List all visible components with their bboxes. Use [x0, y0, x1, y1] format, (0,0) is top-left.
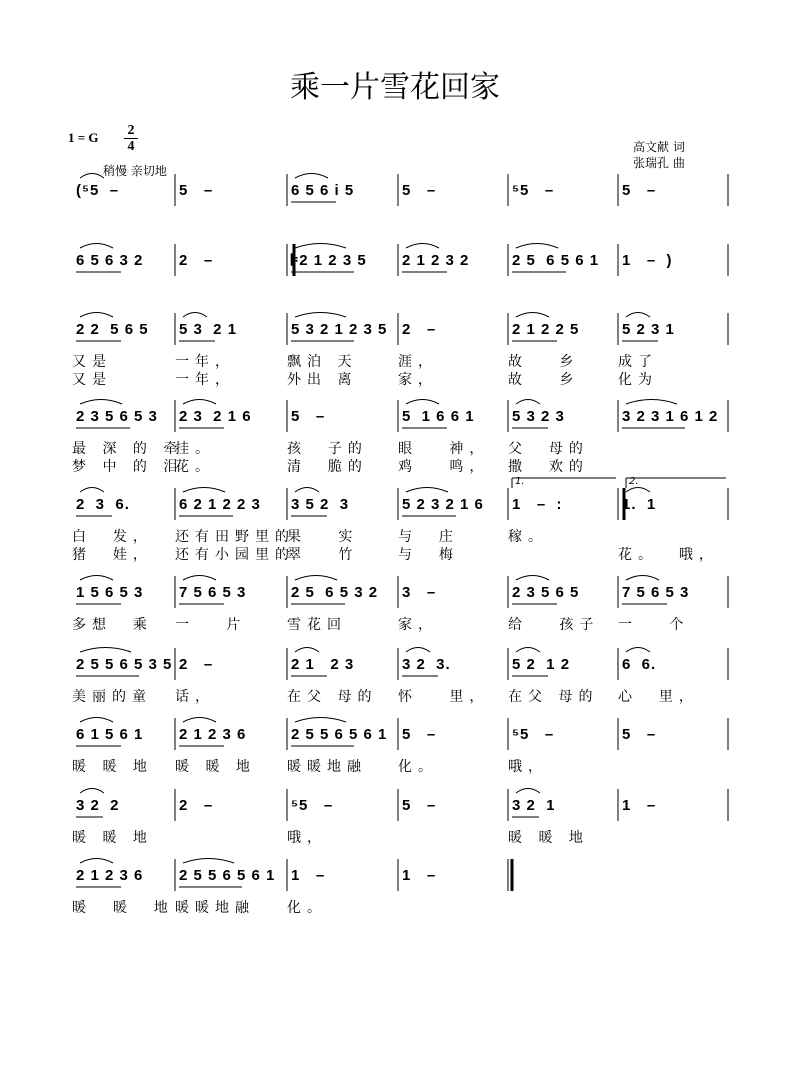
lyric-line-1: 飘泊 天 [287, 354, 358, 370]
lyric-line-1: 暖 暖 地 [72, 759, 153, 775]
measure-notes: ⁵5 – [512, 182, 555, 199]
measure-notes: 5 – [402, 797, 437, 814]
measure-notes: 6 1 5 6 1 [76, 726, 144, 743]
slur [183, 313, 207, 318]
lyric-line-2: 化为 [618, 372, 658, 388]
measure-notes: 2 3 6. [76, 496, 130, 513]
measure-notes: 5 – [402, 182, 437, 199]
lyric-line-2: 故 乡 [508, 372, 580, 388]
lyric-line-1: 多想 乘 [72, 617, 153, 633]
measure-notes: 5 2 3 1 [622, 321, 675, 338]
lyric-line-1: 心 里， [618, 689, 699, 705]
measure-notes: 2 1 2 2 5 [512, 321, 580, 338]
measure-notes: 6 6. [622, 656, 657, 673]
lyric-line-1: 在父 母的 [508, 689, 599, 705]
lyric-line-1: 哦， [508, 759, 548, 775]
lyric-line-1: 又是 [72, 354, 112, 370]
slur [295, 718, 346, 723]
slur [295, 313, 346, 318]
lyric-line-1: 家， [398, 617, 438, 633]
measure-notes: 5 3 2 1 [179, 321, 238, 338]
lyric-line-2: 家， [398, 372, 438, 388]
lyric-line-1: 雪花回 [287, 617, 347, 633]
slur [80, 400, 122, 405]
meter-bottom: 4 [127, 139, 135, 154]
lyric-line-1: 暖 暖 地 [508, 830, 589, 846]
meter-top: 2 [127, 123, 135, 138]
lyric-line-1: 孩 子的 [287, 441, 368, 457]
lyric-line-1: 话， [175, 689, 215, 705]
lyric-line-1: 暖 暖 地 [72, 900, 174, 916]
measure-notes: 3 2 1 [512, 797, 556, 814]
slur [626, 648, 650, 653]
lyric-line-2: 撒 欢的 [508, 459, 589, 475]
lyric-line-2: 清 脆的 [287, 459, 368, 475]
measure-notes: 6 2 1 2 2 3 [179, 496, 261, 513]
slur [183, 859, 234, 864]
measure-notes: ⁵5 – [512, 726, 555, 743]
key-signature: 1 = G [68, 130, 99, 145]
slur [406, 400, 439, 405]
slur [516, 244, 558, 249]
lyric-line-2: 与 梅 [398, 547, 459, 563]
measure-notes: 2 5 5 6 5 6 1 [291, 726, 388, 743]
measure-notes: 1 – : [512, 496, 563, 513]
slur [516, 400, 540, 405]
slur [183, 488, 225, 493]
measure-notes: 2 1 2 3 2 [402, 252, 470, 269]
slur [295, 244, 346, 249]
slur [516, 789, 540, 794]
composer-credit: 张瑞孔 曲 [633, 156, 685, 170]
lyric-line-1: 化。 [398, 759, 438, 775]
volta-ending-label: 2. [629, 476, 639, 487]
slur [183, 576, 216, 581]
lyric-line-1: 给 孩子 [508, 617, 600, 633]
lyric-line-2: 猪 娃， [72, 547, 153, 563]
lyric-line-1: 暖暖地融 [287, 759, 367, 775]
lyric-line-1: 挂。 [175, 441, 215, 457]
slur [406, 244, 439, 249]
lyric-line-2: 又是 [72, 372, 112, 388]
slur [406, 648, 430, 653]
measure-notes: 2 3 5 6 5 3 [76, 408, 158, 425]
slur [295, 488, 319, 493]
slur [626, 576, 659, 581]
slur [626, 488, 650, 493]
measure-notes: 5 2 1 2 [512, 656, 571, 673]
measure-notes: 5 3 2 3 [512, 408, 565, 425]
song-title: 乘一片雪花回家 [290, 70, 500, 105]
measure-notes: 3 2 2 [76, 797, 120, 814]
slur [626, 313, 650, 318]
lyric-line-1: 最 深 的 牵 [72, 441, 184, 457]
lyric-line-2: 翠 竹 [287, 547, 359, 563]
slur [626, 400, 677, 405]
volta-ending-label: 1. [515, 476, 525, 487]
lyric-line-1: 还有田野里的 [175, 529, 295, 545]
measure-notes: 2 3 5 6 5 [512, 584, 580, 601]
measure-notes: 2 – [179, 656, 214, 673]
measure-notes: 3 2 3 1 6 1 2 [622, 408, 719, 425]
slur [80, 789, 104, 794]
measure-notes: 6 5 6 i 5 [291, 182, 355, 199]
lyric-line-1: 一 个 [618, 617, 690, 633]
slur [80, 718, 113, 723]
measure-notes: 5 – [622, 182, 657, 199]
measure-notes: 2 5 6 5 6 1 [512, 252, 600, 269]
measure-notes: 2 – [402, 321, 437, 338]
slur [295, 648, 319, 653]
slur [516, 313, 549, 318]
lyric-line-1: 涯， [398, 354, 438, 370]
lyric-line-1: 暖 暖 地 [175, 759, 256, 775]
measure-notes: 7 5 6 5 3 [622, 584, 690, 601]
lyric-line-1: 哦， [287, 830, 327, 846]
slur [80, 576, 113, 581]
measure-notes: 5 3 2 1 2 3 5 [291, 321, 388, 338]
measure-notes: 5 – [622, 726, 657, 743]
slur [80, 313, 113, 318]
lyric-line-1: 眼 神， [398, 441, 490, 457]
measure-notes: 2 2 5 6 5 [76, 321, 149, 338]
measure-notes: 2 – [179, 252, 214, 269]
measure-notes: 3 5 2 3 [291, 496, 350, 513]
slur [516, 576, 549, 581]
measure-notes: 7 5 6 5 3 [179, 584, 247, 601]
measure-notes: 3 – [402, 584, 437, 601]
slur [183, 400, 216, 405]
slur [406, 488, 448, 493]
measure-notes: 5 1 6 6 1 [402, 408, 475, 425]
measure-notes: 1. 1 [622, 496, 657, 513]
measure-notes: 𝄆2 1 2 3 5 [291, 252, 367, 269]
slur [295, 174, 328, 179]
measure-notes: 2 1 2 3 [291, 656, 355, 673]
slur [80, 859, 113, 864]
lyricist-credit: 高文献 词 [633, 140, 685, 154]
slur [80, 648, 131, 653]
measure-notes: 3 2 3. [402, 656, 451, 673]
lyric-line-1: 故 乡 [508, 354, 580, 370]
lyric-line-2: 外出 离 [287, 372, 358, 388]
measure-notes: 1 5 6 5 3 [76, 584, 144, 601]
lyric-line-1: 与 庄 [398, 529, 459, 545]
lyric-line-1: 一 片 [175, 617, 247, 633]
lyric-line-2: 花。 哦， [618, 547, 719, 563]
slur [516, 648, 540, 653]
lyric-line-1: 怀 里， [398, 689, 490, 705]
lyric-line-1: 成了 [618, 354, 658, 370]
lyric-line-1: 果 实 [287, 529, 359, 545]
measure-notes: 1 – [402, 867, 437, 884]
measure-notes: 5 – [179, 182, 214, 199]
lyric-line-1: 化。 [287, 900, 327, 916]
measure-notes: 1 – [622, 797, 657, 814]
measure-notes: 2 1 2 3 6 [179, 726, 247, 743]
lyric-line-2: 还有小园里的 [175, 547, 295, 563]
lyric-line-1: 父 母的 [508, 441, 589, 457]
lyric-line-1: 暖 暖 地 [72, 830, 153, 846]
lyric-line-2: 梦 中 的 泪 [72, 459, 184, 475]
lyric-line-1: 暖暖地融 [175, 900, 255, 916]
measure-notes: 1 – [291, 867, 326, 884]
measure-notes: ⁵5 – [291, 797, 334, 814]
slur [80, 488, 104, 493]
lyric-line-1: 白 发， [72, 529, 153, 545]
measure-notes: 2 1 2 3 6 [76, 867, 144, 884]
measure-notes: 2 3 2 1 6 [179, 408, 252, 425]
measure-notes: 2 – [179, 797, 214, 814]
measure-notes: 5 2 3 2 1 6 [402, 496, 484, 513]
lyric-line-1: 在父 母的 [287, 689, 378, 705]
measure-notes: 2 5 6 5 3 2 [291, 584, 379, 601]
measure-notes: 5 – [291, 408, 326, 425]
measure-notes: (⁵5 – [76, 182, 120, 199]
measure-notes: 6 5 6 3 2 [76, 252, 144, 269]
slur [80, 244, 113, 249]
measure-notes: 1 – ) [622, 252, 673, 269]
measure-notes: 5 – [402, 726, 437, 743]
lyric-line-2: 鸡 鸣， [398, 459, 490, 475]
lyric-line-2: 一年， [175, 372, 235, 388]
tempo-marking: 稍慢 亲切地 [103, 164, 167, 178]
lyric-line-1: 一年， [175, 354, 235, 370]
lyric-line-1: 美丽的童 [72, 689, 152, 705]
slur [295, 576, 337, 581]
measure-notes: 2 5 5 6 5 3 5 [76, 656, 173, 673]
slur [80, 174, 104, 179]
lyric-line-2: 花。 [175, 459, 215, 475]
slur [183, 718, 216, 723]
lyric-line-1: 稼。 [508, 529, 548, 545]
measure-notes: 2 5 5 6 5 6 1 [179, 867, 276, 884]
